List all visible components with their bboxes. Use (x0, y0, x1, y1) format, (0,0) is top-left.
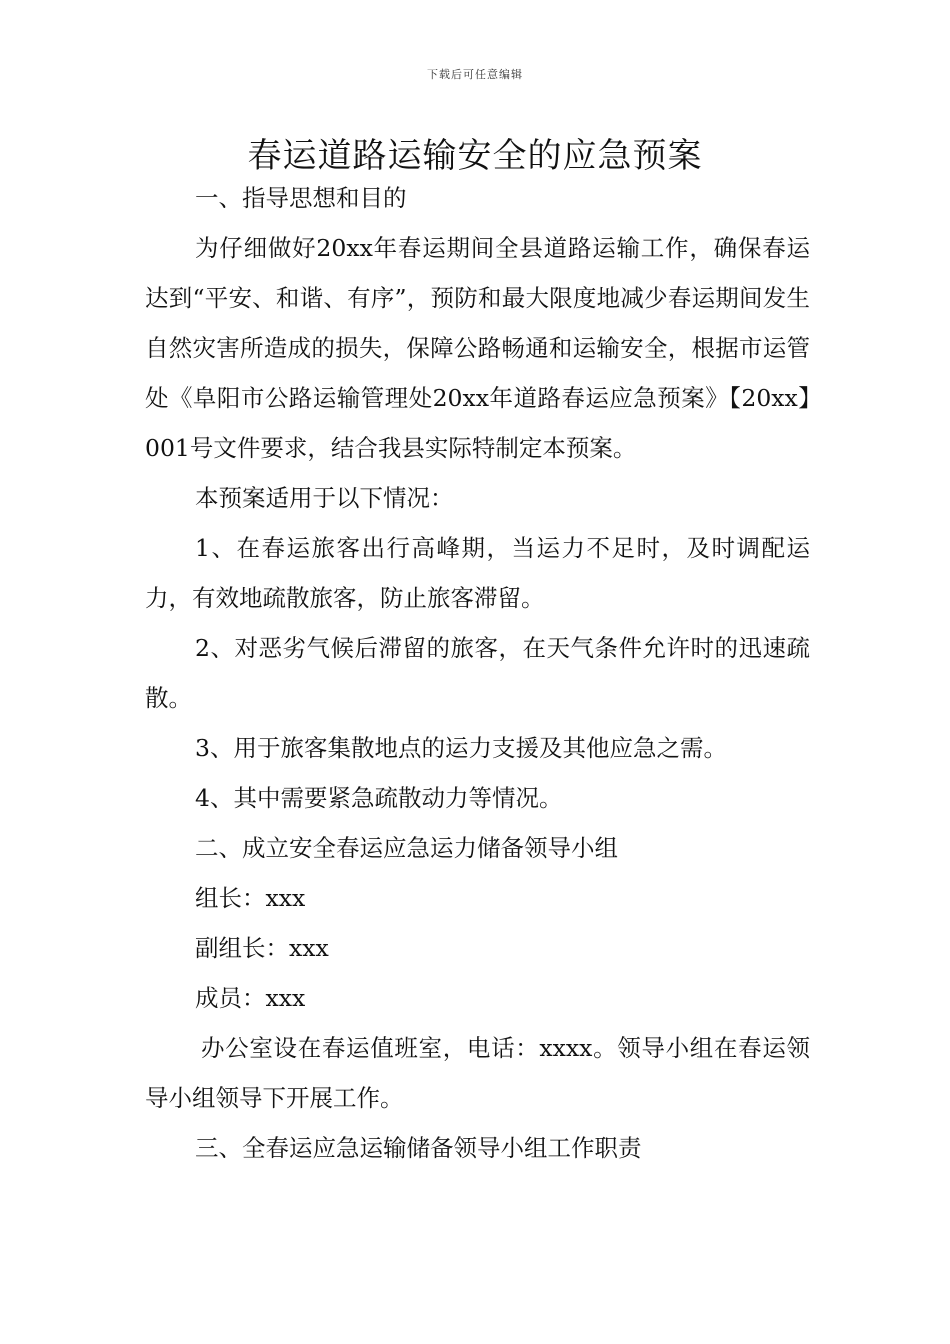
group-members: 成员：xxx (195, 984, 306, 1012)
section-heading-3: 三、全春运应急运输储备领导小组工作职责 (195, 1134, 642, 1162)
paragraph-purpose: 为仔细做好20xx年春运期间全县道路运输工作，确保春运达到“平安、和谐、有序”，预防和最大限度地减少春运期间发生自然灾害所造成的损失，保障公路畅通和运输安全，根据市运管处《阜阳市公路运输管理处20xx年道路春运应急预案》【20xx】001号文件要求，结合我县实际特制定本预案。 (145, 234, 810, 462)
document-title: 春运道路运输安全的应急预案 (247, 136, 703, 176)
list-item-1: 1、在春运旅客出行高峰期，当运力不足时，及时调配运力，有效地疏散旅客，防止旅客滞留。 (145, 534, 810, 612)
list-item-2: 2、对恶劣气候后滞留的旅客，在天气条件允许时的迅速疏散。 (145, 634, 810, 712)
header-note: 下载后可任意编辑 (427, 68, 523, 81)
list-item-4: 4、其中需要紧急疏散动力等情况。 (195, 784, 563, 812)
group-leader: 组长：xxx (195, 884, 306, 912)
paragraph-scope-intro: 本预案适用于以下情况： (195, 484, 454, 512)
section-heading-2: 二、成立安全春运应急运力储备领导小组 (195, 834, 618, 862)
paragraph-office: 办公室设在春运值班室，电话：xxxx。领导小组在春运领导小组领导下开展工作。 (145, 1034, 810, 1112)
document-body (145, 173, 810, 1173)
deputy-group-leader: 副组长：xxx (195, 934, 329, 962)
section-heading-1: 一、指导思想和目的 (195, 184, 407, 212)
list-item-3: 3、用于旅客集散地点的运力支援及其他应急之需。 (195, 734, 727, 762)
